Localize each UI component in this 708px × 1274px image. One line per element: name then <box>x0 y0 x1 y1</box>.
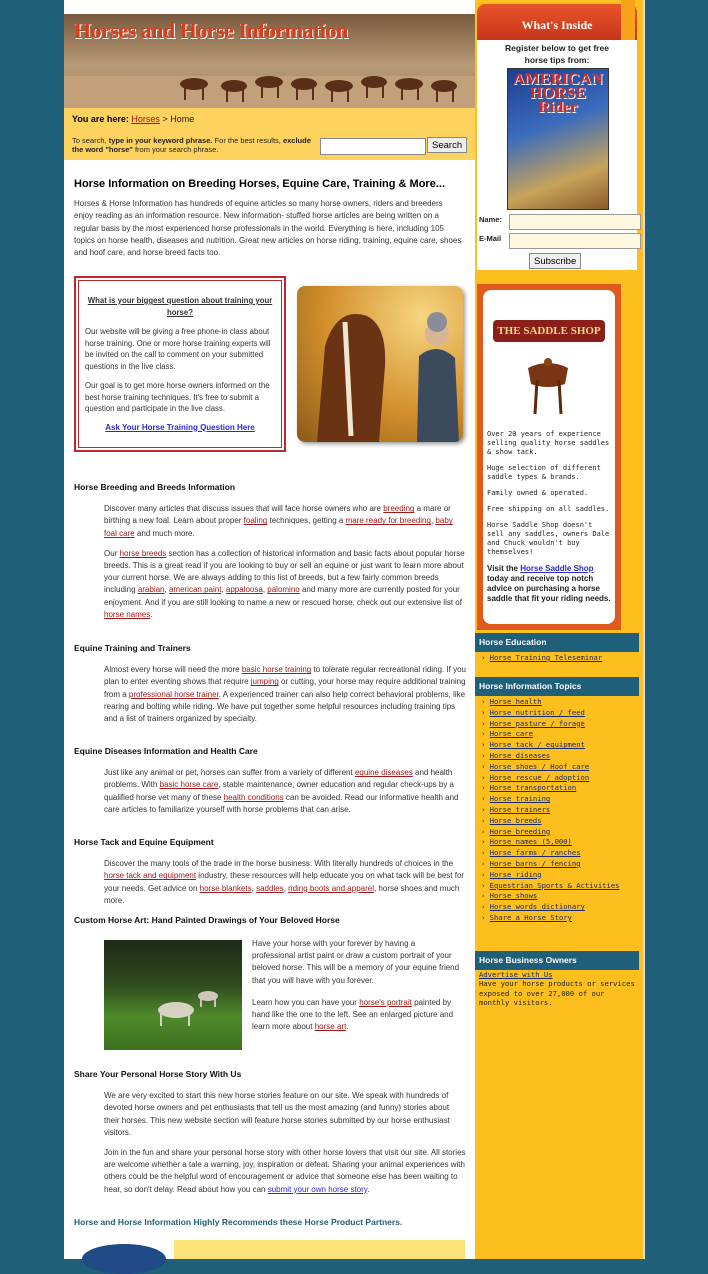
search-bar <box>64 108 475 160</box>
art-text <box>252 938 460 1043</box>
breeding-p2: Our horse breeds section has a collection of historical information and basic facts about popular horse breeds. This is a great read if you are looking to buy or sell an equine or just want to learn more about your current horse. We are always adding to this list of breeds, but a few fairly common breeds including arabian, american paint, appaloosa, palomino and many more are currently posted for your enjoyment. And if you are still looking to name a new or rescued horse, check out our extensive list of horse names. <box>104 548 465 619</box>
diseases-section <box>74 745 466 824</box>
training-section <box>74 642 466 733</box>
education-item: › Horse Training Teleseminar <box>481 653 602 664</box>
magazine-cover-image[interactable] <box>507 68 609 210</box>
link-health-conditions[interactable]: health conditions <box>223 792 284 802</box>
sidebar-topic-item <box>481 794 619 805</box>
sidebar-topic-link[interactable]: Horse names (5,000) <box>489 837 572 847</box>
register-box <box>477 40 637 270</box>
tack-section <box>74 836 466 915</box>
breeding-p1: Discover many articles that discuss issues that will face horse owners who are breeding a mare or birthing a new foal. Learn about proper foaling techniques, getting a mare ready for breeding, baby foal care and much more. <box>104 504 453 538</box>
sidebar-topic-item <box>481 719 619 730</box>
subscribe-button[interactable]: Subscribe <box>529 253 581 269</box>
saddle-shop-link[interactable]: Horse Saddle Shop <box>520 564 594 573</box>
story-heading: Share Your Personal Horse Story With Us <box>74 1069 242 1079</box>
breadcrumb <box>72 114 194 124</box>
header-banner <box>64 14 475 108</box>
page <box>64 0 643 1259</box>
partners-heading: Horse and Horse Information Highly Recommends these Horse Product Partners. <box>74 1217 403 1227</box>
sidebar-topic-item <box>481 848 619 859</box>
story-p2: Join in the fun and share your personal horse story with other horse lovers that visit our site. All stories are welcome whether a tale a warning, joy, inspiration or defeat. Sharing your animal experiences with others could be the helpful word of encouragement or advice that someone else has been waiting to hear, so don't delay. Read about how you can submit your own horse story. <box>104 1148 466 1194</box>
question-box <box>74 276 286 452</box>
sidebar-topic-link[interactable]: Horse care <box>489 729 533 739</box>
saddle-image <box>523 350 573 420</box>
business-heading: Horse Business Owners <box>475 951 639 970</box>
search-hint: To search, type in your keyword phrase. For the best results, exclude the word "horse" from your search phrase. <box>72 136 311 154</box>
sidebar-topic-link[interactable]: Horse words dictionary <box>489 902 585 912</box>
sidebar-topic-item <box>481 837 619 848</box>
whats-inside-title: What's Inside <box>521 18 593 32</box>
sidebar-topic-item <box>481 913 619 924</box>
woman-with-horse-photo <box>297 286 463 442</box>
saddle-shop-text: Over 20 years of experience selling quality horse saddles & show tack. Huge selection of different saddle types & brands. Family owned & operated. Free shipping on all saddles. Horse Saddle Shop doesn't sell any saddles, owners Dale and Chuck wouldn't buy themselves! Visit the Horse Saddle Shop today and receive top notch advice on purchasing a horse saddle that fit your riding needs. <box>487 430 611 603</box>
question-box-title[interactable]: What is your biggest question about training your horse? <box>87 296 273 317</box>
training-heading: Equine Training and Trainers <box>74 643 191 653</box>
sidebar-topic-link[interactable]: Horse breeds <box>489 815 542 825</box>
sidebar <box>475 0 643 1259</box>
partner-logo[interactable] <box>82 1244 166 1274</box>
breeding-section <box>74 481 466 629</box>
sidebar-topic-item <box>481 740 619 751</box>
link-american-paint[interactable]: american paint <box>168 585 222 595</box>
link-foaling[interactable]: foaling <box>243 516 268 526</box>
sidebar-topic-item <box>481 816 619 827</box>
breadcrumb-current: Home <box>170 114 195 124</box>
breeding-heading: Horse Breeding and Breeds Information <box>74 482 236 492</box>
story-section <box>74 1068 466 1204</box>
sidebar-topic-link[interactable]: Horse shoes / Hoof care <box>489 761 590 771</box>
link-breeding[interactable]: breeding <box>383 504 415 514</box>
sidebar-topic-link[interactable]: Horse nutrition / feed <box>489 707 585 717</box>
sidebar-topic-item <box>481 762 619 773</box>
search-input[interactable] <box>320 138 426 155</box>
sidebar-topic-item <box>481 902 619 913</box>
link-appaloosa[interactable]: appaloosa <box>225 585 263 595</box>
saddle-shop-ad <box>477 284 621 630</box>
sidebar-topic-item <box>481 783 619 794</box>
sidebar-topic-link[interactable]: Horse transportation <box>489 783 577 793</box>
ask-question-link[interactable]: Ask Your Horse Training Question Here <box>105 422 255 432</box>
intro-text: Horses & Horse Information has hundreds of equine articles so many horse owners, riders and breeders enjoy reading as an information resource. New information- stuffed horse articles are being written on a regular basis by the most experienced horse professionals in the world. Everything is here, including 105 topics on horse health, diseases and nutrition. Great new articles on horse riding, training, equine care, shoes and hoof care, and horse breed facts too. <box>74 199 462 258</box>
whats-inside-header <box>477 4 637 40</box>
name-field[interactable] <box>509 214 641 230</box>
sidebar-topic-item <box>481 729 619 740</box>
link-mare-ready[interactable]: mare ready for breeding <box>345 516 431 526</box>
horses-herd-image <box>64 14 475 108</box>
breadcrumb-sep: > <box>162 114 168 124</box>
email-field[interactable] <box>509 233 641 249</box>
tack-p: Discover the many tools of the trade in the horse business. With literally hundreds of choices in the horse tack and equipment industry, these resources will help educate you on what tack will be best for your needs. Get advice on horse blankets, saddles, riding boots and apparel, horse shoes and much more. <box>104 859 465 905</box>
sidebar-topic-link[interactable]: Horse barns / fencing <box>489 858 581 868</box>
advertise-link[interactable]: Advertise with Us <box>479 970 553 979</box>
saddle-shop-logo[interactable]: THE SADDLE SHOP <box>493 320 605 342</box>
question-box-p1: Our website will be giving a free phone-in class about horse training. One or more horse training experts will be invited on the call to comment on your submitted questions in the live class. <box>85 327 271 371</box>
link-blankets[interactable]: horse blankets <box>199 883 252 893</box>
link-horse-art[interactable]: horse art <box>314 1022 347 1032</box>
diseases-heading: Equine Diseases Information and Health Care <box>74 746 258 756</box>
search-button[interactable]: Search <box>427 137 467 153</box>
sidebar-topic-link[interactable]: Horse trainers <box>489 804 551 814</box>
link-palomino[interactable]: palomino <box>267 585 300 595</box>
sidebar-topic-link[interactable]: Horse tack / equipment <box>489 740 585 750</box>
sidebar-topic-item <box>481 827 619 838</box>
link-tack-equipment[interactable]: horse tack and equipment <box>104 871 197 881</box>
sidebar-topic-link[interactable]: Horse health <box>489 697 542 706</box>
horse-painting-image[interactable] <box>104 940 242 1050</box>
partner-box <box>174 1240 465 1259</box>
sidebar-topic-item <box>481 751 619 762</box>
link-pro-trainer[interactable]: professional horse trainer <box>128 689 219 699</box>
breadcrumb-link-horses[interactable]: Horses <box>131 114 160 124</box>
sidebar-topic-link[interactable]: Horse diseases <box>489 750 551 760</box>
training-p: Almost every horse will need the more basic horse training to tolerate regular recreational riding. If you plan to enter eventing shows that require jumping or cutting, your horse may require additional training from a professional horse trainer. A experienced trainer can also help correct behavioral problems, like rearing and bolting while riding. We have put together some helpful resources including training tips and a list of trainers organized by specialty. <box>104 665 466 724</box>
art-heading: Custom Horse Art: Hand Painted Drawings of Your Beloved Horse <box>74 915 340 925</box>
sidebar-topic-link[interactable]: Horse pasture / forage <box>489 718 585 728</box>
name-label: Name: <box>479 215 502 224</box>
tack-heading: Horse Tack and Equine Equipment <box>74 837 214 847</box>
email-label: E-Mail <box>479 234 502 243</box>
header-tab <box>621 0 635 40</box>
education-heading: Horse Education <box>475 633 639 652</box>
page-edge <box>643 0 645 1259</box>
question-box-p2: Our goal is to get more horse owners informed on the best horse training techniques. It's free to submit a question and participate in the live class. <box>85 381 270 413</box>
sidebar-topic-item <box>481 859 619 870</box>
business-box <box>479 970 637 1008</box>
link-submit-story[interactable]: submit your own horse story <box>267 1184 368 1194</box>
art-p2: Learn how you can have your horse's portrait painted by hand like the one to the left. See an enlarged picture and learn more about horse art. <box>252 997 454 1032</box>
sidebar-topic-item <box>481 697 619 708</box>
art-p1: Have your horse with your forever by having a professional artist paint or draw a custom portrait of your beloved horse. This will be a memory of your equine friend that you will have with you forever. <box>252 939 460 985</box>
link-equine-diseases[interactable]: equine diseases <box>354 768 413 778</box>
education-list <box>481 653 602 664</box>
sidebar-topic-link[interactable]: Share a Horse Story <box>489 912 572 922</box>
sidebar-topic-link[interactable]: Horse training <box>489 794 551 804</box>
art-section <box>74 914 466 936</box>
story-p1: We are very excited to start this new horse stories feature on our site. We speak with hundreds of devoted horse owners and pet enthusiasts that tell us the most amazing (and funny) stories about their horses. This new website section will feature horse stories submitted by our horse enthusiast visitors. <box>104 1091 450 1137</box>
business-text: Have your horse products or services exposed to over 27,000 of our monthly visitors. <box>479 979 635 1008</box>
link-jumping[interactable]: jumping <box>250 677 279 687</box>
link-horse-portrait[interactable]: horse's portrait <box>359 997 412 1007</box>
diseases-p: Just like any animal or pet, horses can suffer from a variety of different equine diseases and health problems. With basic horse care, stable maintenance, owner education and regular check-ups by a qualified horse vet many of these health conditions can be avoided. Read our informative health and care articles to familiarize yourself with horse problems that can arise. <box>104 768 459 814</box>
sidebar-topic-link[interactable]: Equestrian Sports & Activities <box>489 880 620 890</box>
sidebar-topic-item <box>481 870 619 881</box>
topics-list <box>481 697 619 924</box>
sidebar-topic-item <box>481 891 619 902</box>
link-arabian[interactable]: arabian <box>137 585 165 595</box>
sidebar-topic-link[interactable]: Horse riding <box>489 869 542 879</box>
sidebar-topic-item <box>481 881 619 892</box>
sidebar-topic-link[interactable]: Horse breeding <box>489 826 551 836</box>
sidebar-topic-link[interactable]: Horse shows <box>489 891 538 901</box>
link-horse-breeds[interactable]: horse breeds <box>119 548 167 558</box>
main-column <box>64 0 475 1259</box>
link-basic-care[interactable]: basic horse care <box>159 780 219 790</box>
page-title: Horse Information on Breeding Horses, Equine Care, Training & More... <box>74 178 446 190</box>
link-baby-foal-care[interactable]: baby foal care <box>104 516 453 538</box>
sidebar-topic-link[interactable]: Horse farms / ranches <box>489 848 581 858</box>
sidebar-topic-item <box>481 773 619 784</box>
site-title[interactable]: Horses and Horse Information <box>74 18 348 43</box>
sidebar-topic-item <box>481 805 619 816</box>
sidebar-topic-link[interactable]: Horse rescue / adoption <box>489 772 590 782</box>
register-text: Register below to get free horse tips from: <box>505 43 609 65</box>
breadcrumb-label: You are here: <box>72 114 129 124</box>
sidebar-topic-item <box>481 708 619 719</box>
link-boots[interactable]: riding boots and apparel <box>288 883 374 893</box>
link-basic-training[interactable]: basic horse training <box>241 665 312 675</box>
link-horse-names[interactable]: horse names <box>104 609 151 619</box>
link-saddles[interactable]: saddles <box>256 883 284 893</box>
magazine-title: AMERICAN HORSE Rider <box>513 71 603 116</box>
topics-heading: Horse Information Topics <box>475 677 639 696</box>
